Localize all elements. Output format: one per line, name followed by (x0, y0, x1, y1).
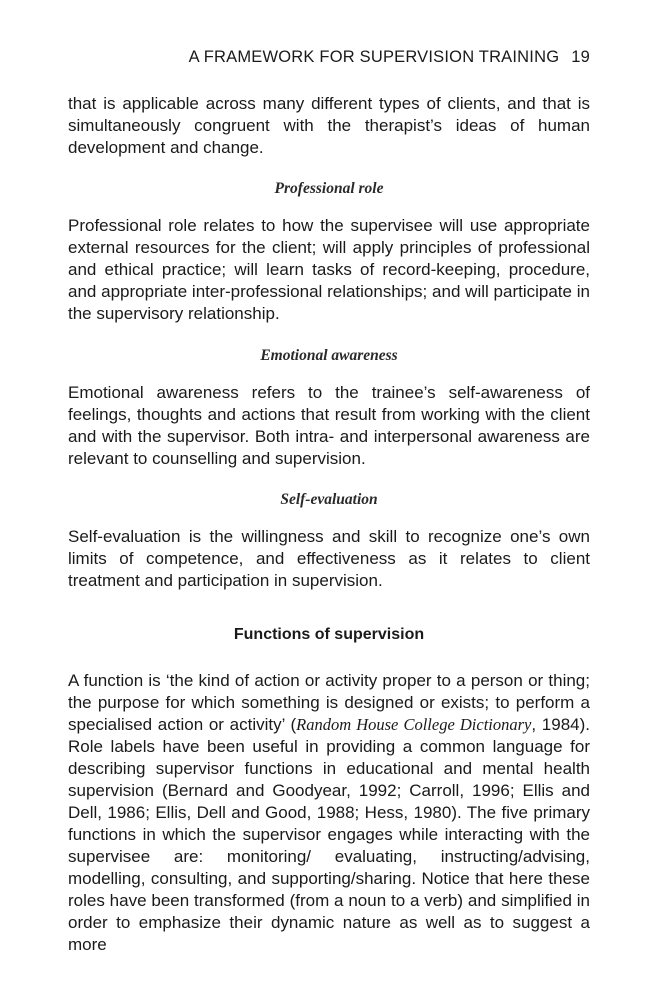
subheading-professional-role: Professional role (274, 180, 384, 197)
intro-paragraph: that is applicable across many different types of clients, and that is simultaneously congruent with the therapist’s ideas of human development and change. (68, 94, 590, 157)
subheading-self-evaluation: Self-evaluation (280, 491, 378, 508)
professional-role-paragraph: Professional role relates to how the supervisee will use appropriate external resources for the client; will apply principles of professional and ethical practice; will learn tasks of record-keeping, procedure, and appropriate inter-professional relationships; and will participate in the supervisory relationship. (68, 216, 590, 323)
functions-paragraph (68, 670, 590, 956)
functions-text-start: A function is ‘the kind of action or activity proper to a person or thing; the purpose for which something is designed or exists; to perform a specialised action or activity’ ( (68, 671, 590, 734)
page-number: 19 (571, 48, 590, 66)
subheading-emotional-awareness: Emotional awareness (260, 347, 398, 364)
functions-text-rest: , 1984). Role labels have been useful in providing a common language for describing supervisor functions in educational and mental health supervision (Bernard and Goodyear, 1992; Carroll, 1996; Ellis and Dell, 1986; Ellis, Dell and Good, 1988; Hess, 1980). The five primary functions in which the supervisor engages while interacting with the supervisee are: monitoring/ evaluating, instructing/advising, modelling, consulting, and supporting/sharing. Notice that here these roles have been transformed (from a noun to a verb) and simplified in order to emphasize their dynamic nature as well as to suggest a more (68, 715, 590, 954)
running-title: A FRAMEWORK FOR SUPERVISION TRAINING (188, 48, 560, 66)
section-heading-functions-of-supervision: Functions of supervision (233, 626, 425, 643)
citation-title: Random House College Dictionary (296, 715, 532, 734)
self-evaluation-paragraph: Self-evaluation is the willingness and skill to recognize one’s own limits of competence, and effectiveness as it relates to client treatment and participation in supervision. (68, 527, 590, 590)
emotional-awareness-paragraph: Emotional awareness refers to the trainee’s self-awareness of feelings, thoughts and actions that result from working with the client and with the supervisor. Both intra- and interpersonal awareness are relevant to counselling and supervision. (68, 383, 590, 468)
running-header (68, 48, 590, 67)
